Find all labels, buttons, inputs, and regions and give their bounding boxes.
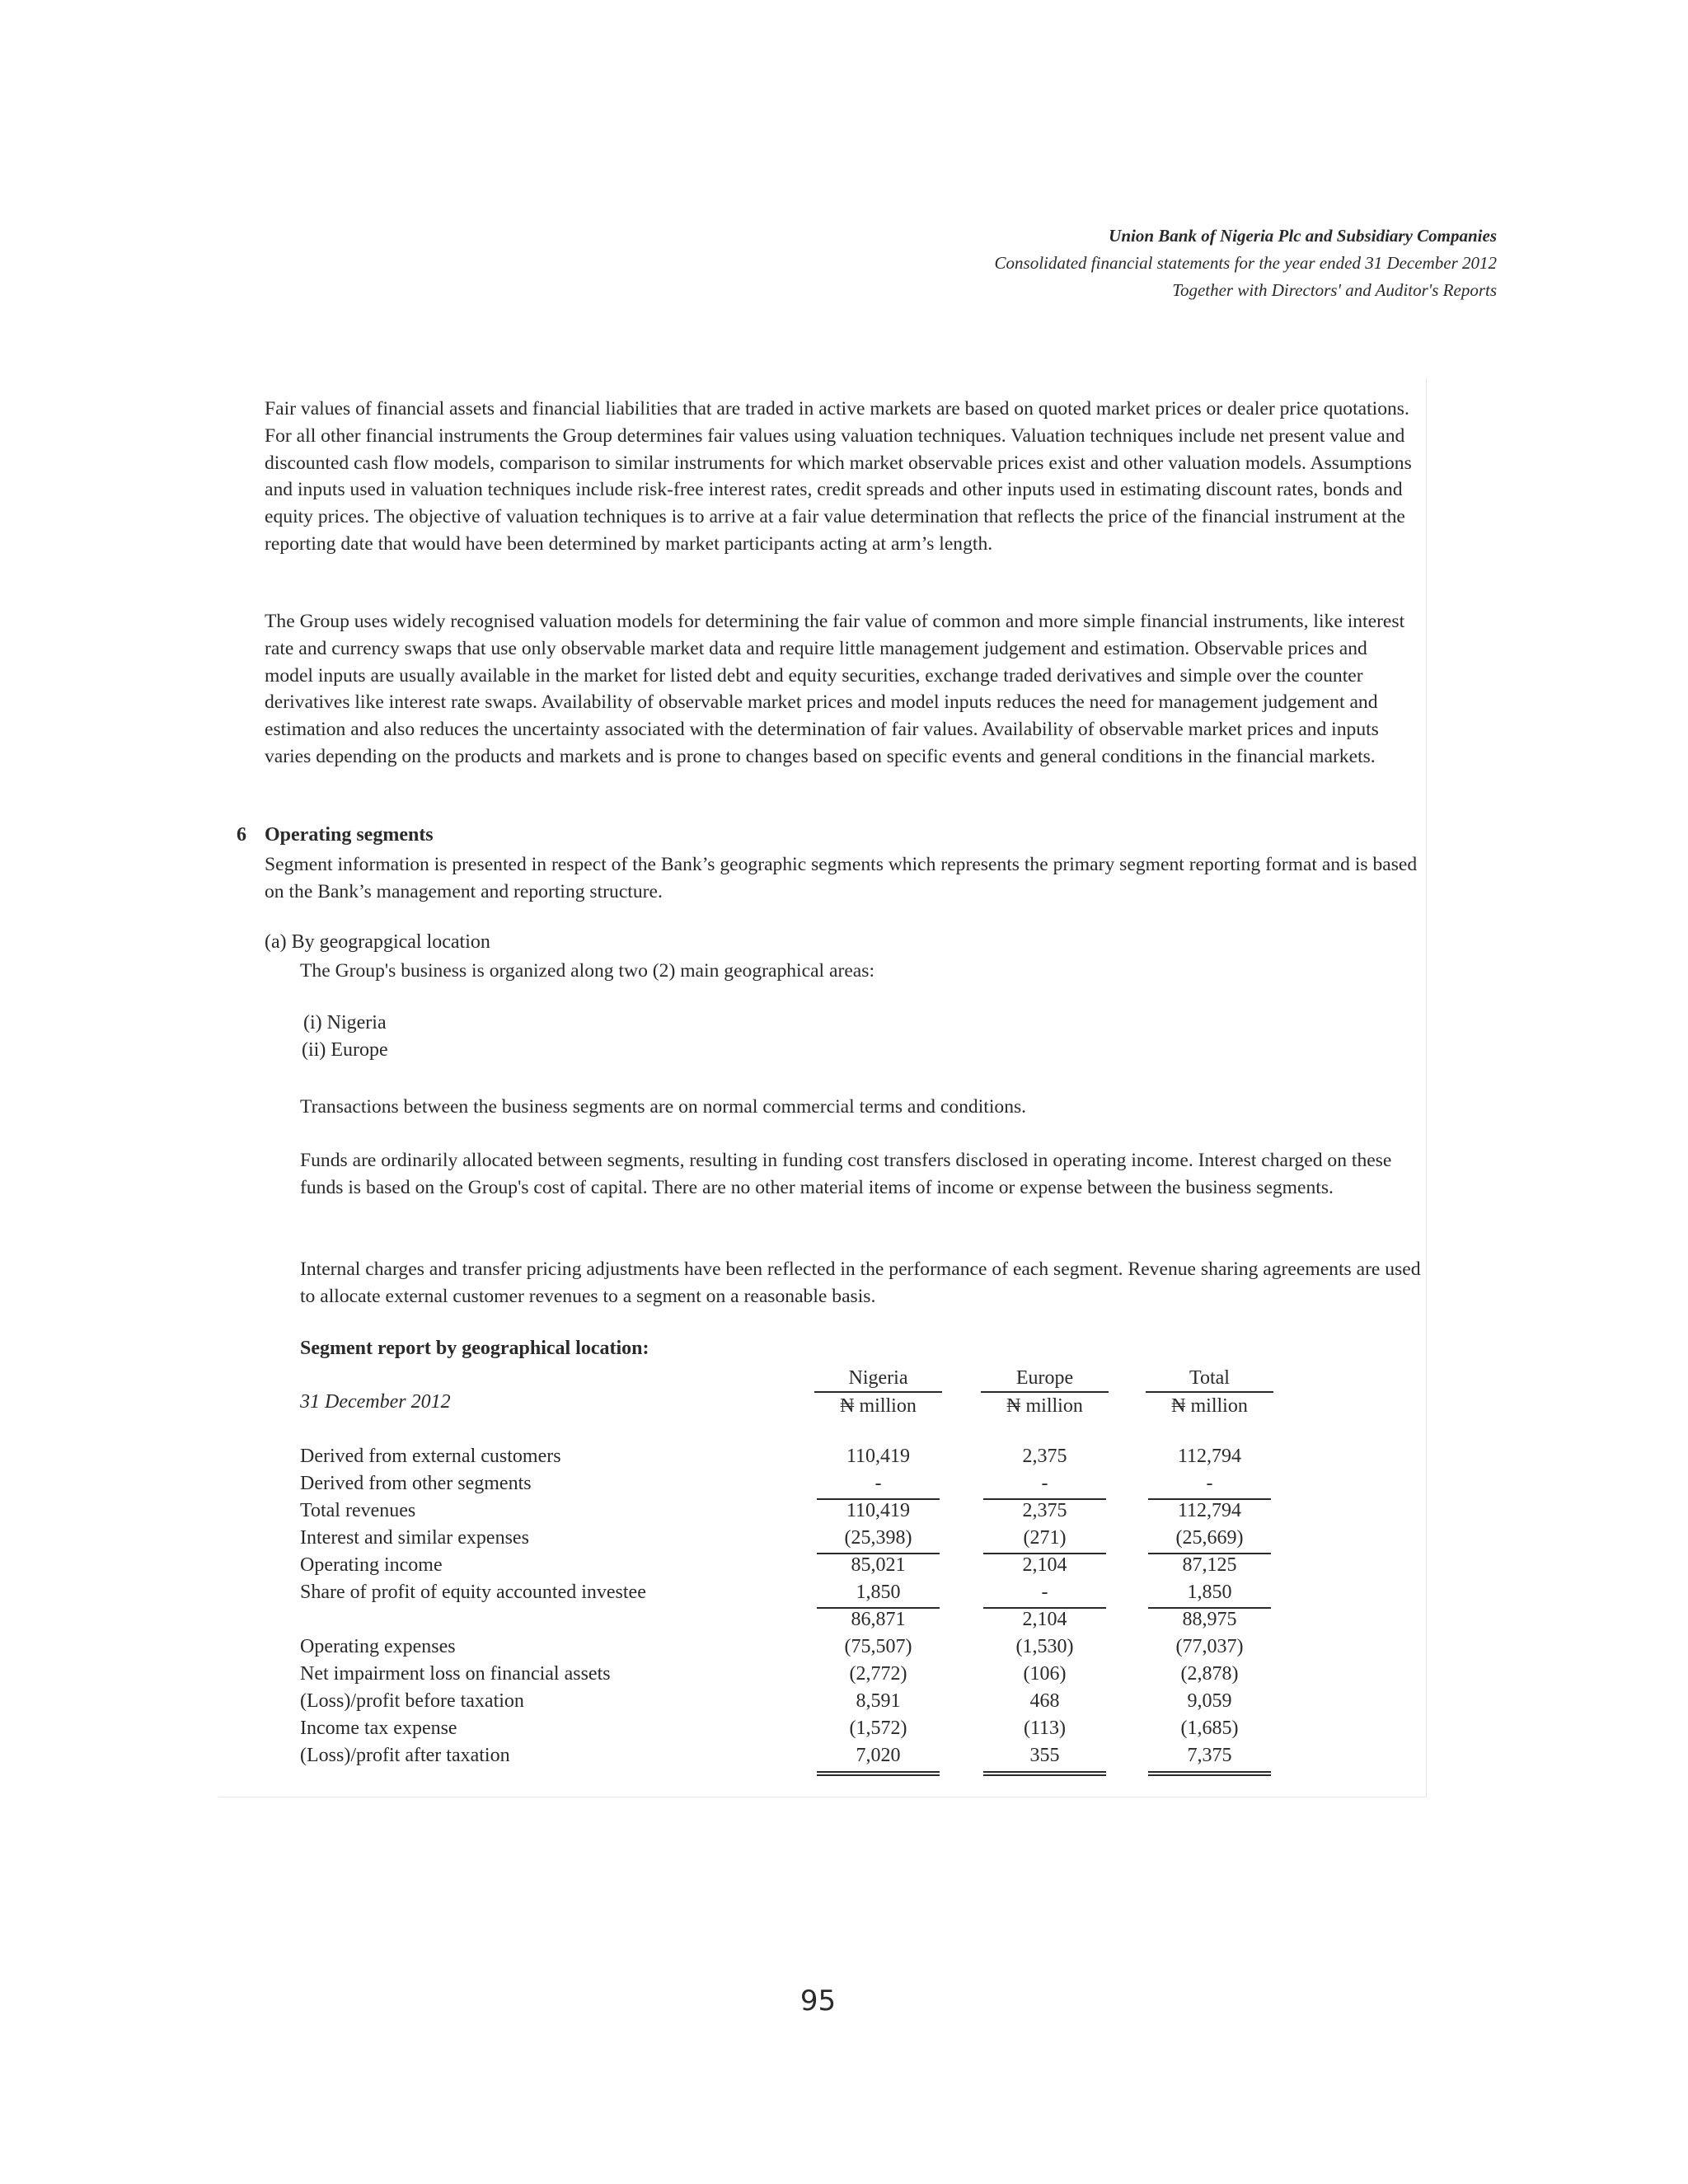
- table-rule: [1148, 1607, 1271, 1609]
- table-rule: [983, 1607, 1106, 1609]
- table-rule: [817, 1771, 940, 1773]
- table-cell: (75,507): [844, 1636, 912, 1657]
- table-cell: 8,591: [856, 1690, 901, 1712]
- row-label: (Loss)/profit before taxation: [300, 1690, 524, 1712]
- table-date: 31 December 2012: [300, 1391, 451, 1413]
- table-rule: [817, 1553, 940, 1554]
- table-cell: 110,419: [846, 1446, 911, 1467]
- table-cell: (113): [1023, 1718, 1067, 1739]
- table-cell: (1,572): [849, 1718, 907, 1739]
- reports-subtitle: Together with Directors' and Auditor's Reports: [1172, 280, 1497, 300]
- table-cell: (271): [1023, 1527, 1067, 1549]
- table-cell: -: [1206, 1473, 1213, 1494]
- table-cell: 2,104: [1022, 1554, 1067, 1576]
- table-rule: [817, 1498, 940, 1500]
- table-cell: 9,059: [1187, 1690, 1232, 1712]
- table-cell: 2,104: [1022, 1609, 1067, 1630]
- table-cell: 468: [1029, 1690, 1060, 1712]
- table-cell: 1,850: [1187, 1582, 1232, 1603]
- table-cell: 112,794: [1177, 1500, 1242, 1521]
- column-name: Europe: [1015, 1367, 1074, 1389]
- area-item-nigeria: (i) Nigeria: [303, 1012, 387, 1033]
- table-cell: (25,669): [1175, 1527, 1244, 1549]
- subsection-a-label: (a) By geograpgical location: [265, 931, 490, 953]
- valuation-models-paragraph: The Group uses widely recognised valuation models for determining the fair value of common and more simple financial instruments, like interest rate and currency swaps that use only observable market data and require little management judgement and estimation. Observable prices and model inputs are usually available in the market for listed debt and equity securities, exchange traded derivatives and simple over the counter derivatives like interest rate swaps. Availability of observable market prices and model inputs reduces the need for management judgement and estimation and also reduces the uncertainty associated with the determination of fair values. Availability of observable market prices and inputs varies depending on the products and markets and is prone to changes based on specific events and general conditions in the financial markets.: [265, 611, 1405, 767]
- column-header-total: [1146, 1365, 1273, 1419]
- section-number: 6: [237, 824, 246, 846]
- table-rule: [1148, 1498, 1271, 1500]
- row-label: Share of profit of equity accounted investee: [300, 1582, 646, 1603]
- table-cell: 2,375: [1022, 1446, 1067, 1467]
- internal-charges-paragraph: Internal charges and transfer pricing adjustments have been reflected in the performance of each segment. Revenue sharing agreements are used to allocate external customer revenues to a segment on a reasonable basis.: [300, 1258, 1421, 1307]
- section-title: Operating segments: [265, 824, 434, 846]
- row-label: Operating income: [300, 1554, 443, 1576]
- column-unit: ₦ million: [981, 1391, 1109, 1419]
- table-cell: (2,772): [849, 1663, 907, 1685]
- table-cell: 355: [1029, 1745, 1060, 1766]
- table-rule: [817, 1774, 940, 1776]
- fair-value-paragraph: Fair values of financial assets and financial liabilities that are traded in active markets are based on quoted market prices or dealer price quotations. For all other financial instruments the Group determines fair values using valuation techniques. Valuation techniques include net present value and discounted cash flow models, comparison to similar instruments for which market observable prices exist and other valuation models. Assumptions and inputs used in valuation techniques include risk-free interest rates, credit spreads and other inputs used in estimating discount rates, bonds and equity prices. The objective of valuation techniques is to arrive at a fair value determination that reflects the price of the financial instrument at the reporting date that would have been determined by market participants acting at arm’s length.: [265, 398, 1412, 555]
- subsection-a-text: The Group's business is organized along two (2) main geographical areas:: [300, 960, 875, 982]
- row-label: Income tax expense: [300, 1718, 457, 1739]
- table-cell: (77,037): [1175, 1636, 1244, 1657]
- table-cell: 1,850: [856, 1582, 901, 1603]
- row-label: Derived from other segments: [300, 1473, 532, 1494]
- table-cell: (1,685): [1180, 1718, 1239, 1739]
- company-name: Union Bank of Nigeria Plc and Subsidiary Companies: [1109, 226, 1497, 246]
- row-label: Operating expenses: [300, 1636, 456, 1657]
- row-label: Net impairment loss on financial assets: [300, 1663, 611, 1685]
- table-cell: 86,871: [851, 1609, 906, 1630]
- row-label: Interest and similar expenses: [300, 1527, 529, 1549]
- funds-paragraph: Funds are ordinarily allocated between segments, resulting in funding cost transfers disclosed in operating income. Interest charged on these funds is based on the Group's cost of capital. There are no other material items of income or expense between the business segments.: [300, 1150, 1392, 1198]
- table-rule: [983, 1553, 1106, 1554]
- table-cell: -: [1041, 1582, 1048, 1603]
- table-rule: [1148, 1774, 1271, 1776]
- area-item-europe: (ii) Europe: [302, 1039, 388, 1061]
- row-label: Derived from external customers: [300, 1446, 561, 1467]
- table-cell: 88,975: [1182, 1609, 1237, 1630]
- table-cell: 112,794: [1177, 1446, 1242, 1467]
- table-rule: [817, 1607, 940, 1609]
- column-header-nigeria: [814, 1365, 942, 1419]
- column-name: Nigeria: [848, 1367, 908, 1389]
- statement-subtitle: Consolidated financial statements for the year ended 31 December 2012: [994, 253, 1497, 273]
- row-label: Total revenues: [300, 1500, 416, 1521]
- table-cell: (106): [1023, 1663, 1067, 1685]
- column-unit: ₦ million: [814, 1391, 942, 1419]
- table-cell: 110,419: [846, 1500, 911, 1521]
- row-label: (Loss)/profit after taxation: [300, 1745, 510, 1766]
- table-rule: [983, 1774, 1106, 1776]
- table-cell: -: [874, 1473, 882, 1494]
- table-rule: [1148, 1771, 1271, 1773]
- document-header: [995, 223, 1497, 304]
- transactions-paragraph: Transactions between the business segments are on normal commercial terms and conditions.: [300, 1096, 1027, 1118]
- page-number: 95: [799, 1985, 837, 2018]
- column-name: Total: [1189, 1367, 1230, 1389]
- table-rule: [983, 1498, 1106, 1500]
- table-rule: [983, 1771, 1106, 1773]
- table-cell: 2,375: [1022, 1500, 1067, 1521]
- column-unit: ₦ million: [1146, 1391, 1273, 1419]
- table-cell: 7,020: [856, 1745, 901, 1766]
- table-cell: -: [1041, 1473, 1048, 1494]
- table-cell: 7,375: [1187, 1745, 1232, 1766]
- table-cell: 85,021: [851, 1554, 906, 1576]
- table-rule: [1148, 1553, 1271, 1554]
- column-header-europe: [981, 1365, 1109, 1419]
- section-intro: Segment information is presented in respect of the Bank’s geographic segments which represents the primary segment reporting format and is based on the Bank’s management and reporting structure.: [265, 854, 1418, 902]
- table-cell: (2,878): [1180, 1663, 1239, 1685]
- table-cell: (1,530): [1015, 1636, 1074, 1657]
- table-cell: 87,125: [1182, 1554, 1237, 1576]
- table-title: Segment report by geographical location:: [300, 1338, 649, 1359]
- table-cell: (25,398): [844, 1527, 912, 1549]
